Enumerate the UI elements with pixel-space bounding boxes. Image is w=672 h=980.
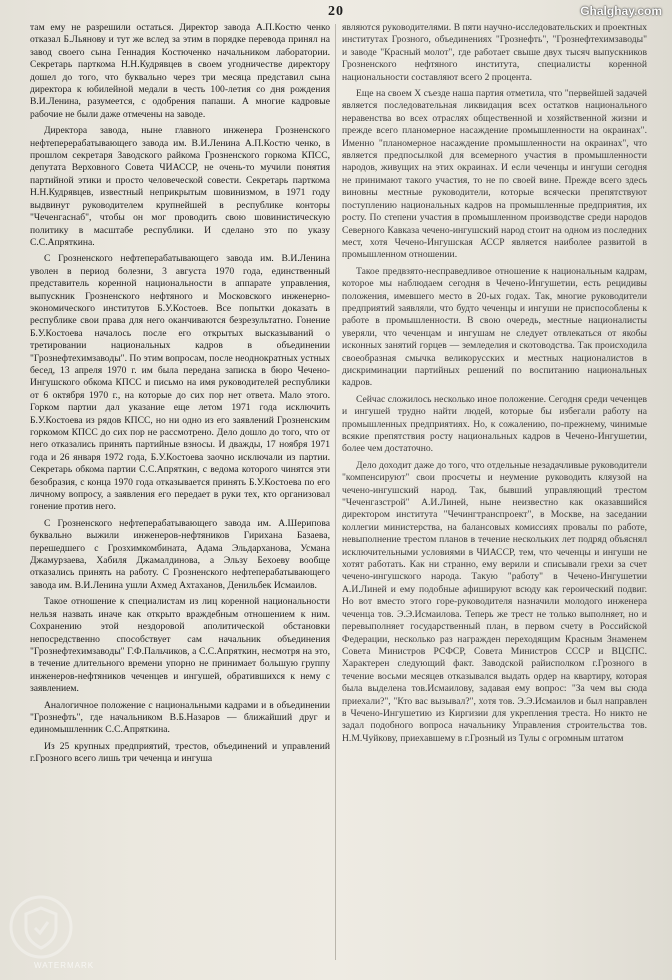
watermark-label: WATERMARK — [34, 961, 95, 970]
right-paragraph-3: Такое предвзято-несправедливое отношение к национальным кадрам, которое мы наблюдаем сегодня в Чечено-Ингушетии, есть рецидивы положения, имевшего место в 20-ых годах. Так, многие руководители предприятий заявляли, что будто чеченцы и ингуши не приспособлены к работе в промышленности. В свою очередь, местные националисты уверяли, что чеченцам и ингушам не следует отвлекаться от якобы исконных занятий горцев — земледелия и скотоводства. Так происходила своеобразная смычка великорусских и местных националистов в дискриминации партийных решений по воспитанию национальных кадров. — [342, 265, 647, 389]
right-column — [342, 22, 647, 966]
left-paragraph-6: Аналогичное положение с национальными кадрами и в объединении "Грознефть", где начальником В.Б.Назаров — ближайший друг и единомышленник С.С.Апряткина. — [30, 699, 330, 736]
shield-watermark-icon — [6, 892, 76, 962]
left-paragraph-2: Директора завода, ныне главного инженера Грозненского нефтеперерабатывающего завода им. В.И.Ленина А.П.Костю ченко, в прошлом секретаря Заводского райкома Грозненского горкома КПСС, депутата Верховного Совета ЧИАССР, не очень-то мучили понятия партийной этики и просто человеческой совести. Секретарь парткома Н.Н.Кудрявцев, известный неприкрытым шовинизмом, в 1971 году выдвинут руководителем крупнейшей в республике конторы "Чеченгаснаб", чтобы он мог проводить свою шовинистическую политику в масштабе республики. И сделано это по указу С.С.Апряткина. — [30, 125, 330, 248]
column-divider — [335, 24, 336, 960]
site-watermark-label: Ghalghay.com — [580, 4, 662, 18]
page-number: 20 — [328, 4, 344, 19]
left-column — [30, 22, 330, 966]
left-paragraph-7: Из 25 крупных предприятий, трестов, объединений и управлений г.Грозного всего лишь три чеченца и ингуша — [30, 740, 330, 765]
right-paragraph-1: являются руководителями. В пяти научно-исследовательских и проектных институтах Грозного, объединениях "Грознефть", "Грознефтехимзаводы" и заводе "Красный молот", где работает свыше двух тысяч выпускников Грозненского нефтяного института, специалисты коренной национальности составляют всего 2 процента. — [342, 22, 647, 83]
right-paragraph-2: Еще на своем X съезде наша партия отметила, что "первейшей задачей является последовательная ликвидация всех остатков национального неравенства во всех отраслях общественной и хозяйственной жизни и прежде всего планомерное насаждение промышленности на окраинах". Именно "планомерное насаждение промышленности на окраинах", что является предпосылкой для всемерного участия в промышленности народов, живущих на этих окраинах. И если чеченцы и ингуши сегодня не принимают такого участия, то не по своей вине. Прежде всего здесь виновны местные руководители, которые всячески препятствуют поступлению национальных кадров на промышленные предприятия, их росту. По степени участия в промышленном производстве среди народов Северного Кавказа чечено-ингушский народ стоит на одном из последних мест, хотя Чечено-Ингушская АССР является наиболее развитой в промышленном отношении. — [342, 88, 647, 261]
left-paragraph-4: С Грозненского нефтеперабатывающего завода им. А.Шерипова буквально выжили инженеров-нефтяников Гирихана Базаева, перешедшего с Грозхимкомбината, Адама Эльдарханова, Усмана Джамурзаева, Хабиля Джамалдинова, а Эльзу Бехоеву вообще отказались принять на работу. С Грозненского нефтеперабатывающего завода им. В.И.Ленина ушли Ахмед Ахтаханов, Денильбек Исмаилов. — [30, 517, 330, 591]
left-paragraph-3: С Грозненского нефтеперабатывающего завода им. В.И.Ленина уволен в период болезни, 3 августа 1970 года, единственный представитель коренной национальности в аппарате управления, выпускник Грозненского нефтяного и Московского инженерно-экономического институтов Б.У.Костоев. Все попытки доказать в республике свои права для него оканчиваются безрезультатно. Гонение Б.У.Костоева началось после его открытых высказываний о третировании национальных кадров в объединении "Грознефтехимзаводы". По этим вопросам, после неоднократных устных бесед, 13 апреля 1970 г. им была передана записка в бюро Чечено-Ингушского обкома КПСС и письмо на имя руководителей республики от 6 октября 1970 г., на которые до сих пор нет ответа. Мало этого. Горком партии дал указание еще летом 1971 года исключить Б.У.Костоева из рядов КПСС, но ни одно из его заявлений Грозненским горкомом КПСС до сих пор не рассмотрено. Дело дошло до того, что от него отказались принять партийные взносы. И дважды, 17 ноября 1971 года и 26 января 1972 года, Б.У.Костоева заочно исключали из партии. Секретарь обкома партии С.С.Апряткин, с ведома которого чинятся эти безобразия, с конца 1970 года отказывается принять Б.У.Костоева по его личному вопросу, а заявления его передает в руки тех, кто организовал гонение против него. — [30, 253, 330, 513]
right-paragraph-4: Сейчас сложилось несколько иное положение. Сегодня среди чеченцев и ингушей трудно найти людей, которые бы избегали работу на промышленных предприятиях. Но, к сожалению, по-прежнему, чинимые всякие препятствия росту национальных кадров в Чечено-Ингушетии, более чем достаточно. — [342, 393, 647, 455]
left-paragraph-5: Такое отношение к специалистам из лиц коренной национальности нельзя назвать иначе как открыто враждебным отношением к ним. Сохранению этой нездоровой аполитической обстановки непосредственно способствует сам начальник объединения "Грознефтехимзаводы" Г.Ф.Пальчиков, а С.С.Апряткин, несмотря на это, в течение длительного времени упорно не принимает большую группу инженеров-нефтяников чеченцев и ингушей, обратившихся к нему с заявлением. — [30, 596, 330, 695]
right-paragraph-5: Дело доходит даже до того, что отдельные незадачливые руководители "компенсируют" свои просчеты и неумение руководить кляузой на чечено-ингушский народ. Так, бывший управляющий трестом "Чеченгазстрой" А.И.Линей, ныне неизвестно как оказавшийся директором института "Чечингтранспроект", в Москве, на заседании коллегии министерства, на балансовых комиссиях провалы по работе, невыполнение трестом планов в течение нескольких лет подряд объяснял исключительными условиями в ЧИАССР, тем, что чеченцы и ингуши не хотят работать. Как ни странно, ему верили и списывали грехи за счет чечено-ингушского народа. Такую "работу" в Чечено-Ингушетии А.И.Линей и ему подобные афишируют всюду как героический подвиг. Но вот вместо этого горе-руководителя назначили молодого инженера чеченца тов. Э.Э.Исмаилова. Теперь же трест не только выполняет, но и перевыполняет государственный план, в первом счету в Российской Федерации, несколько раз награжден переходящим Красным Знаменем Совета Министров РСФСР, Совета Министров СССР и ВЦСПС. Характерен следующий факт. Заводской райисполком г.Грозного в течение восьми месяцев отказывался выдать ордер на квартиру, которая была выделена тов.Исмаилову, задавая ему вопрос: "За чем вы сюда приехали?", "Кто вас вызывал?", хотя тов. Э.Э.Исмаилов и был направлен в Чечено-Ингушетию из Киргизии для укрепления треста. Но никто не задал подобного вопроса начальнику Управления строительства тов. Н.М.Чуйкову, приехавшему в г.Грозный из Тулы с огромным штатом — [342, 459, 647, 744]
left-paragraph-1: там ему не разрешили остаться. Директор завода А.П.Костю ченко отказал Б.Льянову и тут же вслед за этим в порядке перевода принял на завод своего сына Геннадия Костюченко начальником лаборатории. Секретарь парткома Н.Н.Кудрявцев в своем угодничестве директору дошел до того, что буквально через три месяца представил сына директора к юбилейной медали в честь 100-летия со дня рождения В.И.Ленина, разумеется, с одобрения папаши. А многие кадровые рабочие не были даже отмечены на заводе. — [30, 22, 330, 120]
